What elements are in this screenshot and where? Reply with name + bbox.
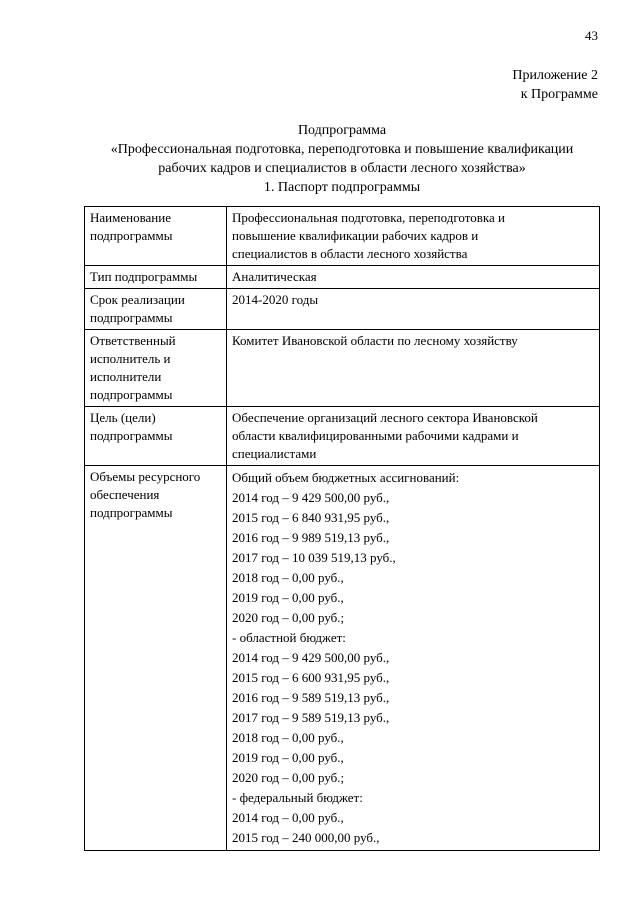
budget-line: 2018 год – 0,00 руб., (232, 730, 344, 745)
heading-subtitle: рабочих кадров и специалистов в области лесного хозяйства» (158, 161, 526, 176)
row-value-line: области квалифицированными рабочими кадрами и (232, 428, 519, 443)
passport-table (84, 206, 600, 851)
budget-line: 2018 год – 0,00 руб., (232, 570, 344, 585)
table-row (85, 330, 600, 407)
row-value-line: специалистов в области лесного хозяйства (232, 246, 468, 261)
row-label-line: подпрограммы (90, 387, 173, 402)
budget-line: 2016 год – 9 989 519,13 руб., (232, 530, 390, 545)
row-label-line: исполнитель и (90, 351, 171, 366)
budget-line: 2020 год – 0,00 руб.; (232, 610, 345, 625)
passport-table-body (85, 207, 600, 851)
row-value-cell (227, 207, 600, 266)
row-label-line: Объемы ресурсного (90, 469, 201, 484)
budget-line: 2017 год – 9 589 519,13 руб., (232, 710, 390, 725)
budget-line: 2020 год – 0,00 руб.; (232, 770, 345, 785)
appendix-reference (512, 66, 598, 104)
table-row (85, 289, 600, 330)
row-value-cell (227, 330, 600, 407)
row-label-cell (85, 289, 227, 330)
table-row (85, 266, 600, 289)
row-label-line: Срок реализации (90, 292, 185, 307)
row-label-line: подпрограммы (90, 228, 173, 243)
appendix-line: Приложение 2 (512, 68, 598, 83)
table-row (85, 466, 600, 851)
row-label-line: Тип подпрограммы (90, 269, 198, 284)
budget-line: 2019 год – 0,00 руб., (232, 590, 344, 605)
row-label-cell (85, 466, 227, 851)
row-label-line: исполнители (90, 369, 162, 384)
document-heading (60, 121, 624, 197)
heading-subtitle: «Профессиональная подготовка, переподготовка и повышение квалификации (110, 142, 574, 157)
budget-line: - областной бюджет: (232, 630, 346, 645)
budget-line: Общий объем бюджетных ассигнований: (232, 470, 460, 485)
row-label-line: подпрограммы (90, 310, 173, 325)
row-value-line: Аналитическая (232, 269, 317, 284)
budget-line: 2014 год – 0,00 руб., (232, 810, 344, 825)
row-label-line: подпрограммы (90, 505, 173, 520)
section-title: 1. Паспорт подпрограммы (263, 180, 421, 195)
row-label-cell (85, 207, 227, 266)
row-label-line: Цель (цели) (90, 410, 156, 425)
appendix-line: к Программе (520, 87, 598, 102)
row-label-cell (85, 266, 227, 289)
row-label-cell (85, 407, 227, 466)
row-value-line: 2014-2020 годы (232, 292, 319, 307)
heading-title: Подпрограмма (297, 123, 387, 138)
budget-line: 2014 год – 9 429 500,00 руб., (232, 650, 390, 665)
page-number: 43 (585, 28, 598, 43)
budget-line: 2019 год – 0,00 руб., (232, 750, 344, 765)
row-value-cell (227, 466, 600, 851)
row-label-cell (85, 330, 227, 407)
budget-line: 2014 год – 9 429 500,00 руб., (232, 490, 390, 505)
row-label-line: Наименование (90, 210, 171, 225)
row-value-line: специалистами (232, 446, 317, 461)
budget-line: 2017 год – 10 039 519,13 руб., (232, 550, 396, 565)
table-row (85, 207, 600, 266)
table-row (85, 407, 600, 466)
budget-line: 2016 год – 9 589 519,13 руб., (232, 690, 390, 705)
budget-line: 2015 год – 6 840 931,95 руб., (232, 510, 390, 525)
row-value-line: повышение квалификации рабочих кадров и (232, 228, 479, 243)
budget-line: 2015 год – 240 000,00 руб., (232, 830, 380, 845)
row-value-cell (227, 289, 600, 330)
row-label-line: подпрограммы (90, 428, 173, 443)
row-label-line: Ответственный (90, 333, 176, 348)
budget-line: 2015 год – 6 600 931,95 руб., (232, 670, 390, 685)
row-value-line: Комитет Ивановской области по лесному хозяйству (232, 333, 518, 348)
budget-line: - федеральный бюджет: (232, 790, 363, 805)
row-value-cell (227, 266, 600, 289)
row-value-cell (227, 407, 600, 466)
row-label-line: обеспечения (90, 487, 160, 502)
row-value-line: Профессиональная подготовка, переподготовка и (232, 210, 505, 225)
row-value-line: Обеспечение организаций лесного сектора Ивановской (232, 410, 538, 425)
